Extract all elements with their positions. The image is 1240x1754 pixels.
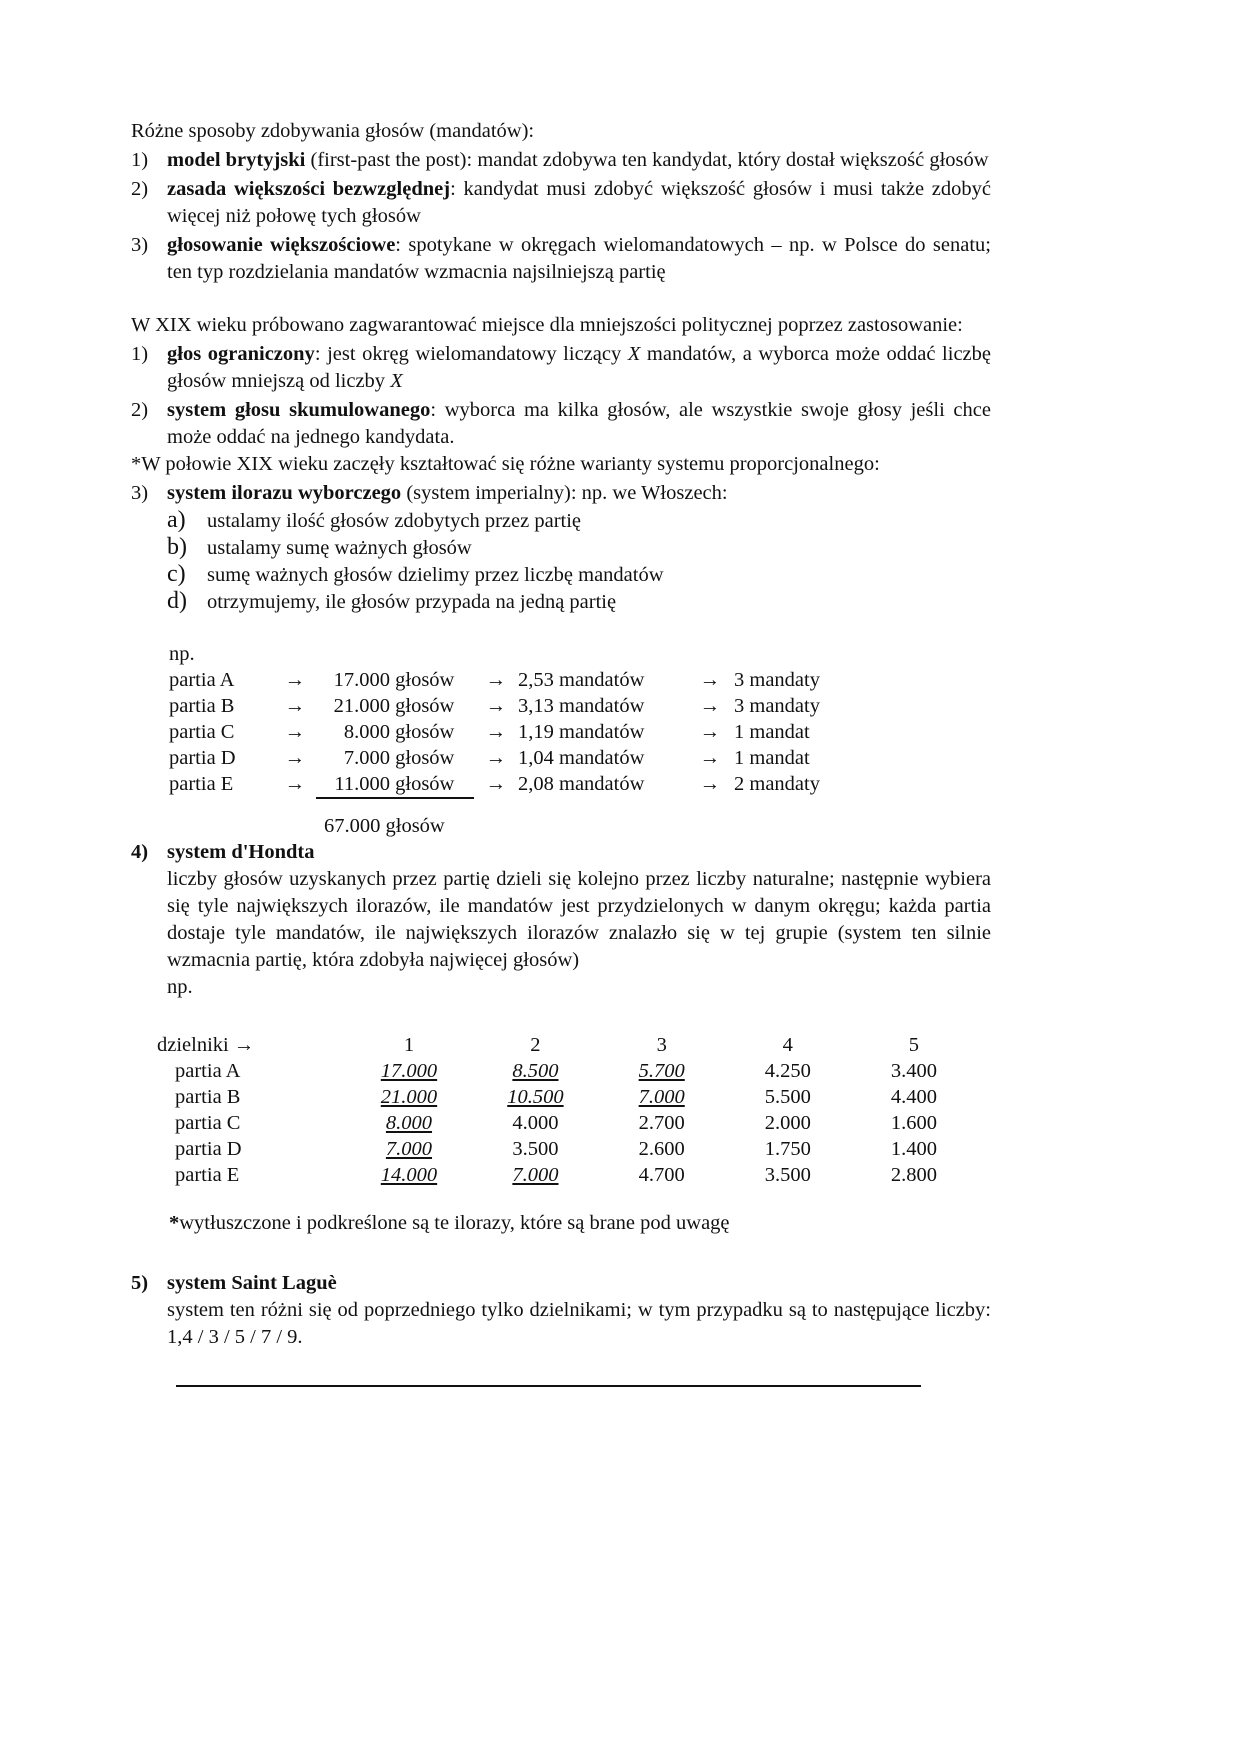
list-text (167, 1270, 991, 1297)
arrow-icon: → (284, 669, 306, 691)
table-row (169, 771, 820, 798)
votes-cell (316, 719, 474, 745)
list-text (167, 839, 991, 866)
votes-unit: głosów (395, 721, 455, 743)
quotient-cell: 5.700 (638, 1060, 685, 1082)
list-marker: 5) (131, 1272, 149, 1294)
quotient-cell: 2.000 (764, 1112, 811, 1134)
list-rest: (first-past the post): mandat zdobywa ten kandydat, który dostał większość głosów (305, 149, 989, 171)
example-spacer (131, 615, 991, 641)
section-spacer (131, 286, 991, 312)
seats-cell: 1 mandat (734, 721, 810, 743)
votes-unit: głosów (395, 773, 455, 795)
arrow-icon: → (485, 695, 507, 717)
list-rest: (system imperialny): np. we Włoszech: (401, 482, 728, 504)
party-label: partia A (175, 1060, 241, 1082)
column-header: 3 (656, 1034, 667, 1056)
party-label: partia E (175, 1164, 240, 1186)
table-spacer (131, 1000, 991, 1026)
quotient-cell: 4.400 (890, 1086, 937, 1108)
footnote-star: * (169, 1212, 180, 1234)
sub-list-text: sumę ważnych głosów dzielimy przez liczbę mandatów (207, 564, 664, 586)
sub-list-text: ustalamy ilość głosów zdobytych przez partię (207, 510, 582, 532)
votes-number: 7.000 (343, 747, 390, 769)
party-label: partia E (169, 773, 234, 795)
quotient-cell: 14.000 (380, 1164, 438, 1186)
star-note: *W połowie XIX wieku zaczęły kształtować się różne warianty systemu proporcjonalnego: (131, 453, 880, 475)
document-page (131, 118, 991, 1387)
quotient-cell: 2.800 (890, 1164, 937, 1186)
quotient-cell: 2.600 (638, 1138, 685, 1160)
sub-list-text: otrzymujemy, ile głosów przypada na jedną partię (207, 591, 617, 613)
example-label: np. (169, 643, 195, 665)
list-text (167, 341, 991, 395)
total-votes-value: 67.000 głosów (324, 815, 445, 837)
list-item (131, 147, 991, 174)
list-bold-lead: system ilorazu wyborczego (167, 482, 402, 504)
arrow-icon: → (284, 747, 306, 769)
list-rest: : spotykane w okręgach wielomandatowych – np. w Polsce do senatu; ten typ rozdzielania mandatów wzmacnia najsilniejszą partię (167, 234, 991, 283)
list-marker: 1) (131, 149, 149, 171)
total-votes-row (169, 813, 991, 839)
list-text (167, 176, 991, 230)
table-row (169, 693, 820, 719)
seats-cell: 2 mandaty (734, 773, 820, 795)
mandates-cell: 1,04 mandatów (518, 747, 645, 769)
arrow-icon: → (284, 773, 306, 795)
votes-cell (316, 693, 474, 719)
quotient-cell: 10.500 (507, 1086, 564, 1108)
quotient-cell: 4.700 (638, 1164, 685, 1186)
saint-lague-description: system ten różni się od poprzedniego tylko dzielnikami; w tym przypadku są to następujące liczby: 1,4 / 3 / 5 / 7 / 9. (167, 1299, 991, 1348)
list-text (167, 232, 991, 286)
arrow-icon: → (485, 721, 507, 743)
quotient-cell: 4.250 (764, 1060, 811, 1082)
list-marker: 1) (131, 343, 149, 365)
sub-list-text: ustalamy sumę ważnych głosów (207, 537, 472, 559)
mandates-cell: 3,13 mandatów (518, 695, 645, 717)
arrow-icon: → (699, 721, 721, 743)
list-bold-lead: system Saint Laguè (167, 1272, 337, 1294)
votes-number: 21.000 (333, 695, 390, 717)
quotient-cell: 4.000 (512, 1112, 559, 1134)
quotient-cell: 8.000 (385, 1112, 433, 1134)
sub-list-item (167, 588, 991, 615)
list-marker: 2) (131, 399, 149, 421)
table-row (157, 1110, 977, 1136)
arrow-icon: → (699, 695, 721, 717)
party-label: partia D (175, 1138, 242, 1160)
list-bold-lead: zasada większości bezwzględnej (167, 178, 451, 200)
quotient-cell: 2.700 (638, 1112, 685, 1134)
party-label: partia C (169, 721, 235, 743)
votes-number: 8.000 (343, 721, 390, 743)
list-text (167, 397, 991, 451)
votes-number: 11.000 (334, 773, 390, 795)
quotient-cell: 7.000 (638, 1086, 685, 1108)
dhondt-table-wrap (157, 1032, 991, 1188)
list-item (131, 397, 991, 451)
quotient-cell: 1.600 (890, 1112, 937, 1134)
list-bold-lead: system d'Hondta (167, 841, 315, 863)
list-bold-lead: system głosu skumulowanego (167, 399, 431, 421)
list-text (167, 147, 991, 174)
paragraph-xix-century: W XIX wieku próbowano zagwarantować miejsce dla mniejszości politycznej poprzez zastosowanie: (131, 314, 963, 336)
list-marker: 2) (131, 178, 149, 200)
list-rest: : kandydat musi zdobyć większość głosów i musi także zdobyć więcej niż połowę tych głosów (167, 178, 991, 227)
arrow-icon: → (284, 695, 306, 717)
sub-list-marker: d) (167, 588, 187, 614)
list-item (131, 232, 991, 286)
list-item (131, 176, 991, 230)
table-header-row (157, 1032, 977, 1058)
list-item (131, 341, 991, 395)
arrow-icon: → (699, 773, 721, 795)
quotient-cell: 17.000 (380, 1060, 438, 1082)
table-row (169, 719, 820, 745)
footnote-text: wytłuszczone i podkreślone są te ilorazy, które są brane pod uwagę (179, 1212, 730, 1234)
quotient-cell: 3.400 (890, 1060, 937, 1082)
dhondt-table (157, 1032, 977, 1188)
quotient-cell: 7.000 (385, 1138, 433, 1160)
column-header: 2 (530, 1034, 541, 1056)
intro-heading: Różne sposoby zdobywania głosów (mandatów): (131, 120, 535, 142)
sub-list-marker: a) (167, 507, 186, 533)
table-footnote (169, 1210, 991, 1236)
arrow-icon: → (485, 773, 507, 795)
votes-cell (316, 745, 474, 771)
votes-cell (316, 771, 474, 798)
list-bold-lead: model brytyjski (167, 149, 306, 171)
italic-variable-x: X (390, 370, 403, 392)
votes-cell (316, 667, 474, 693)
arrow-icon: → (485, 669, 507, 691)
seats-cell: 3 mandaty (734, 695, 820, 717)
seats-cell: 3 mandaty (734, 669, 820, 691)
arrow-icon: → (485, 747, 507, 769)
sub-list-item (167, 561, 991, 588)
quotient-cell: 1.750 (764, 1138, 811, 1160)
table-row (157, 1162, 977, 1188)
quotient-cell: 5.500 (764, 1086, 811, 1108)
party-label: partia B (175, 1086, 241, 1108)
sub-list-item (167, 507, 991, 534)
party-label: partia D (169, 747, 236, 769)
table-row (169, 667, 820, 693)
column-header: 4 (782, 1034, 793, 1056)
example-label: np. (167, 976, 193, 998)
arrow-icon: → (699, 747, 721, 769)
list-text (167, 480, 991, 507)
column-header: 5 (908, 1034, 920, 1056)
table-row (169, 745, 820, 771)
party-label: partia C (175, 1112, 241, 1134)
list-marker: 4) (131, 841, 149, 863)
column-header: 1 (403, 1034, 415, 1056)
arrow-icon: → (284, 721, 306, 743)
list-marker: 3) (131, 482, 149, 504)
list-item (131, 839, 991, 866)
table-row (157, 1084, 977, 1110)
seats-cell: 1 mandat (734, 747, 810, 769)
votes-number: 17.000 (333, 669, 390, 691)
quotient-cell: 8.500 (512, 1060, 559, 1082)
list-rest: : wyborca ma kilka głosów, ale wszystkie swoje głosy jeśli chce może oddać na jednego kandydata. (167, 399, 991, 448)
table-row (157, 1058, 977, 1084)
mandates-cell: 2,08 mandatów (518, 773, 645, 795)
table-row (157, 1136, 977, 1162)
sub-list-item (167, 534, 991, 561)
dhondt-description: liczby głosów uzyskanych przez partię dzieli się kolejno przez liczby naturalne; następnie wybiera się tyle największych ilorazów, ile mandatów jest przydzielonych w danym okręgu; każda partia dostaje tyle mandatów, ile największych ilorazów znalazło się w tej grupie (system ten silnie wzmacnia partię, która zdobyła najwięcej głosów) (167, 868, 991, 971)
quotient-cell: 7.000 (512, 1164, 559, 1186)
arrow-icon: → (699, 669, 721, 691)
quotient-cell: 21.000 (380, 1086, 438, 1108)
footer-divider (176, 1385, 921, 1387)
italic-variable-x: X (627, 343, 641, 365)
mandates-cell: 1,19 mandatów (518, 721, 645, 743)
list-rest-b: mandatów, a wyborca może oddać liczbę głosów mniejszą od liczby (167, 343, 991, 392)
sub-list-marker: b) (167, 534, 187, 560)
list-bold-lead: głosowanie większościowe (167, 234, 396, 256)
party-label: partia B (169, 695, 235, 717)
list-rest-a: : jest okręg wielomandatowy liczący (314, 343, 628, 365)
votes-unit: głosów (395, 747, 455, 769)
votes-unit: głosów (395, 695, 455, 717)
mandates-cell: 2,53 mandatów (518, 669, 645, 691)
divisors-label: dzielniki → (157, 1034, 255, 1056)
list-marker: 3) (131, 234, 149, 256)
sub-list-marker: c) (167, 561, 186, 587)
list-item (131, 1270, 991, 1297)
list-item (131, 480, 991, 507)
list-bold-lead: głos ograniczony (167, 343, 315, 365)
quota-example-table (169, 667, 820, 799)
quotient-cell: 1.400 (890, 1138, 937, 1160)
quotient-cell: 3.500 (512, 1138, 559, 1160)
party-label: partia A (169, 669, 235, 691)
quotient-cell: 3.500 (764, 1164, 811, 1186)
votes-unit: głosów (395, 669, 455, 691)
